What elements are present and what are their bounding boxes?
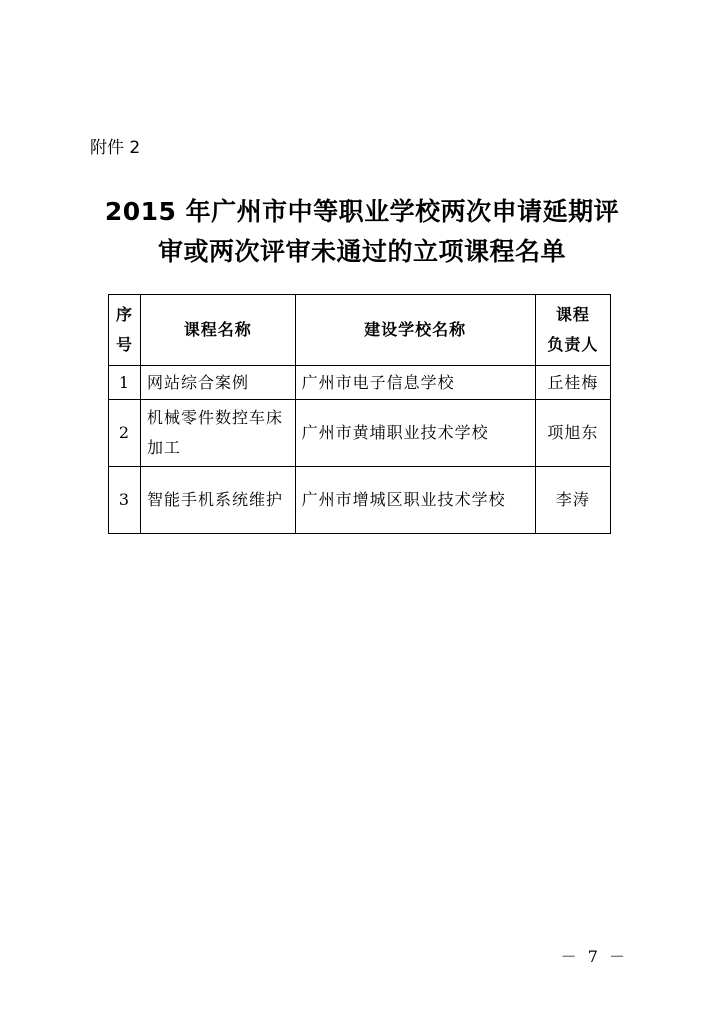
row-owner: 丘桂梅	[535, 366, 610, 400]
title-line-2: 审或两次评审未通过的立项课程名单	[157, 237, 566, 266]
header-owner	[535, 295, 610, 366]
row-index: 3	[109, 467, 141, 534]
row-course: 网站综合案例	[140, 366, 295, 400]
table-header-row	[109, 295, 611, 366]
title-line-1: 2015 年广州市中等职业学校两次申请延期评	[104, 197, 620, 226]
table-row	[109, 400, 611, 467]
row-owner: 李涛	[535, 467, 610, 534]
row-school: 广州市增城区职业技术学校	[295, 467, 535, 534]
header-owner-line2: 负责人	[547, 335, 599, 354]
table-row	[109, 467, 611, 534]
header-school: 建设学校名称	[295, 295, 535, 366]
row-index: 1	[109, 366, 141, 400]
row-owner: 项旭东	[535, 400, 610, 467]
table-row	[109, 366, 611, 400]
header-index-line1: 序	[115, 305, 133, 324]
course-table	[108, 294, 611, 534]
attachment-label: 附件 2	[90, 138, 141, 158]
header-index-line2: 号	[115, 335, 133, 354]
row-school: 广州市电子信息学校	[295, 366, 535, 400]
header-course: 课程名称	[140, 295, 295, 366]
page-number: － 7 －	[560, 947, 628, 966]
row-school: 广州市黄埔职业技术学校	[295, 400, 535, 467]
row-index: 2	[109, 400, 141, 467]
document-title	[40, 192, 684, 272]
header-owner-line1: 课程	[555, 305, 590, 324]
row-course: 智能手机系统维护	[140, 467, 295, 534]
header-index	[109, 295, 141, 366]
row-course: 机械零件数控车床加工	[140, 400, 295, 467]
